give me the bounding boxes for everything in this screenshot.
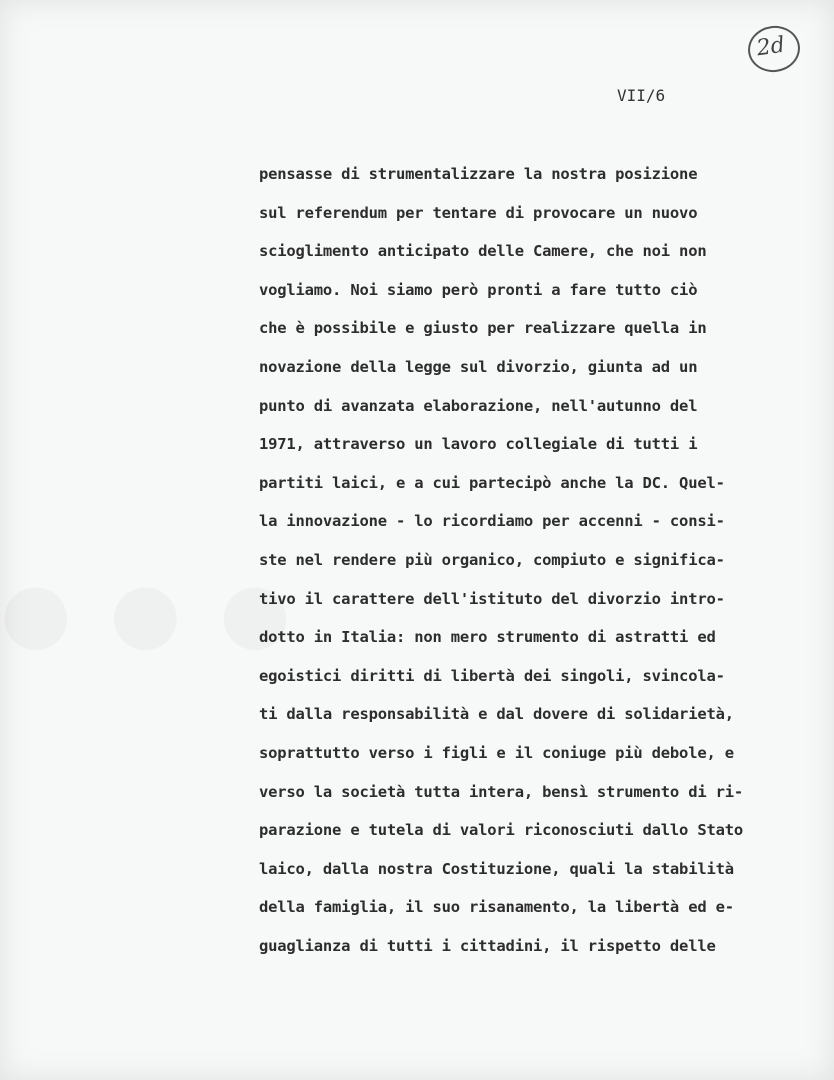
stamp-text: 2d: [755, 32, 787, 62]
page-reference: VII/6: [617, 86, 666, 105]
text-line: punto di avanzata elaborazione, nell'autunno del: [259, 396, 698, 415]
text-line: egoistici diritti di libertà dei singoli, svincola-: [259, 666, 725, 685]
text-line: vogliamo. Noi siamo però pronti a fare tutto ciò: [259, 280, 698, 299]
text-line: novazione della legge sul divorzio, giunta ad un: [259, 357, 698, 376]
text-line: scioglimento anticipato delle Camere, che noi non: [259, 242, 707, 261]
text-line: la innovazione - lo ricordiamo per accenni - consi-: [259, 512, 725, 531]
text-line: 1971, attraverso un lavoro collegiale di tutti i: [259, 435, 698, 454]
text-line: ste nel rendere più organico, compiuto e significa-: [259, 550, 725, 569]
text-line: soprattutto verso i figli e il coniuge più debole, e: [259, 743, 734, 762]
body-text: [259, 160, 809, 970]
text-line: pensasse di strumentalizzare la nostra posizione: [259, 165, 698, 183]
text-line: laico, dalla nostra Costituzione, quali la stabilità: [259, 859, 734, 878]
text-line: che è possibile e giusto per realizzare quella in: [259, 319, 707, 338]
text-line: partiti laici, e a cui partecipò anche la DC. Quel-: [259, 473, 725, 492]
text-line: tivo il carattere dell'istituto del divorzio intro-: [259, 589, 725, 608]
text-line: della famiglia, il suo risanamento, la libertà ed e-: [259, 898, 734, 917]
text-line: guaglianza di tutti i cittadini, il rispetto delle: [259, 936, 716, 955]
handwritten-page-stamp: [745, 23, 803, 76]
text-line: parazione e tutela di valori riconosciuti dallo Stato: [259, 821, 743, 840]
text-line: sul referendum per tentare di provocare un nuovo: [259, 203, 698, 222]
watermark: ● ● ●: [0, 565, 297, 660]
text-line: verso la società tutta intera, bensì strumento di ri-: [259, 782, 743, 801]
text-line: ti dalla responsabilità e dal dovere di solidarietà,: [259, 705, 734, 724]
text-line: dotto in Italia: non mero strumento di astratti ed: [259, 628, 716, 647]
